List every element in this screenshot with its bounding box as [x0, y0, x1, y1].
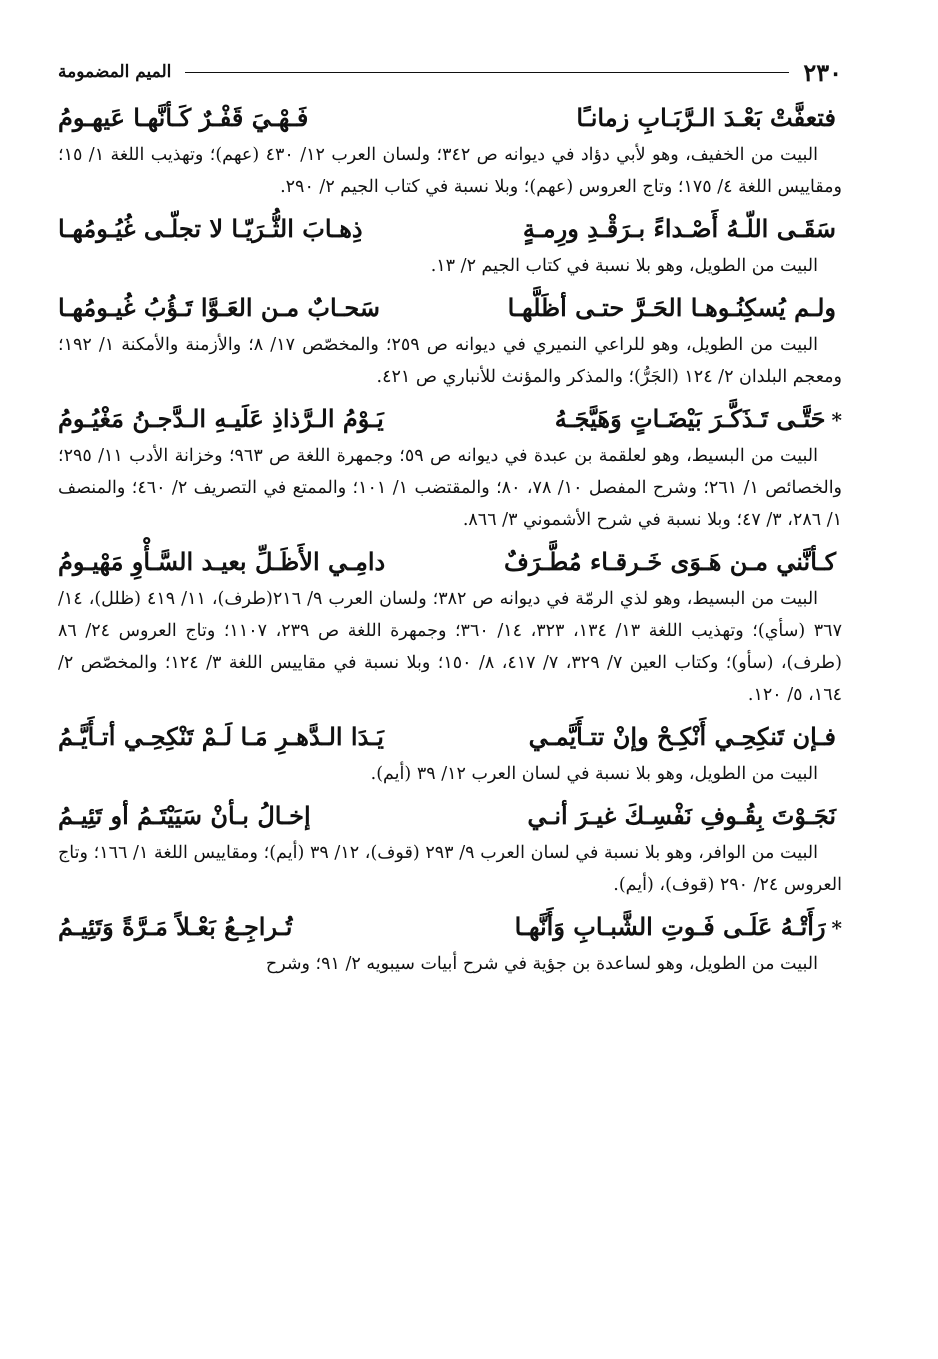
star-marker: *: [831, 916, 842, 940]
first-hemistich-text: ولـم يُسكِنُـوهـا الحَـرَّ حتـى أظَلَّهـا: [507, 293, 836, 322]
first-hemistich: [527, 796, 842, 837]
verse-entry: [58, 796, 842, 901]
verse-entry: [58, 288, 842, 393]
commentary: البيت من الطويل، وهو لساعدة بن جؤية في شرح أبيات سيبويه ٢/ ٩١؛ وشرح: [265, 954, 818, 974]
commentary: البيت من الطويل، وهو بلا نسبة في كتاب الجيم ٢/ ١٣.: [430, 256, 818, 276]
first-hemistich-text: فتعفَّتْ بَعْـدَ الـرَّبَـابِ زمانـًا: [576, 103, 836, 132]
running-title: الميم المضمومة: [58, 62, 172, 82]
second-hemistich: فَـهْـيَ قَفْـرٌ كَـأنَّهـا عَيهـومُ: [58, 103, 309, 132]
second-hemistich: تُـراجِـعُ بَعْـلاً مَـرَّةً وَتَئِيـمُ: [58, 912, 293, 941]
verse-line: [58, 542, 842, 583]
verse-entry: [58, 209, 842, 282]
commentary: البيت من الطويل، وهو للراعي النميري في ديوانه ص ٢٥٩؛ والمخصّص ١٧/ ٨؛ والأزمنة والأمكنة ١/ ١٩٢؛ ومعجم البلدان ٢/ ١٢٤ (الجَرُّ)؛ والمذكر والمؤنث للأنباري ص ٤٢١.: [58, 335, 842, 387]
verse-entry: [58, 399, 842, 536]
commentary: البيت من الوافر، وهو بلا نسبة في لسان العرب ٩/ ٢٩٣ (قوف)، ١٢/ ٣٩ (أيم)؛ ومقاييس اللغة ١/ ١٦٦؛ وتاج العروس ٢٤/ ٢٩٠ (قوف)، (أيم).: [58, 843, 842, 895]
first-hemistich: [508, 288, 842, 329]
verse-line: [58, 209, 842, 250]
verse-line: [58, 98, 842, 139]
verse-entry: [58, 98, 842, 203]
first-hemistich-text: كـأنَّني مـن هَـوَى خَـرقـاء مُطَّـرَفٌ: [503, 547, 836, 576]
verse-entry: [58, 717, 842, 790]
second-hemistich: يَـوْمُ الـرَّذاذِ عَلَيـهِ الـدَّجـنُ مَغْيُـومُ: [58, 404, 384, 433]
book-page: [58, 52, 842, 980]
verse-entry: [58, 542, 842, 711]
verse-line: [58, 907, 842, 948]
first-hemistich: [504, 542, 842, 583]
second-hemistich: دامِـي الأَظَـلِّ بعيـد السَّـأْوِ مَهْيـومُ: [58, 547, 386, 576]
verse-line: [58, 717, 842, 758]
commentary: البيت من البسيط، وهو لذي الرمّة في ديوانه ص ٣٨٢؛ ولسان العرب ٩/ ٢١٦(طرف)، ١١/ ٤١٩ (ظلل)، ١٤/ ٣٦٧ (سأي)؛ وتهذيب اللغة ١٣/ ١٣٤، ٣٢٣، ١٤/ ٣٦٠؛ وجمهرة اللغة ص ٢٣٩، ١١٠٧؛ وتاج العروس ٢٤/ ٨٦ (طرف)، (سأو)؛ وكتاب العين ٧/ ٣٢٩، ٧/ ٤١٧، ٨/ ١٥٠؛ وبلا نسبة في مقاييس اللغة ٣/ ١٢٤؛ والمخصّص ٢/ ١٦٤، ٥/ ١٢٠.: [58, 589, 842, 705]
commentary: البيت من الخفيف، وهو لأبي دؤاد في ديوانه ص ٣٤٢؛ ولسان العرب ١٢/ ٤٣٠ (عهم)؛ وتهذيب اللغة ١/ ١٥؛ ومقاييس اللغة ٤/ ١٧٥؛ وتاج العروس (عهم)؛ وبلا نسبة في كتاب الجيم ٢/ ٢٩٠.: [58, 145, 842, 197]
first-hemistich: [523, 209, 842, 250]
verse-line: [58, 399, 842, 440]
second-hemistich: يَـدَا الـدَّهـرِ مَـا لَـمْ تَنْكِحِـي أتـأَيَّـمُ: [58, 722, 384, 751]
verse-line: [58, 288, 842, 329]
first-hemistich: [576, 98, 842, 139]
first-hemistich-text: حَتَّـى تَـذَكَّـرَ بَيْضَـاتٍ وَهَيَّجَـهُ: [554, 404, 826, 433]
first-hemistich-text: فـإن تَنكِحِـي أَنْكِـحْ وإنْ تتـأَيَّمـي: [528, 722, 836, 751]
first-hemistich-text: رَأَتْـهُ عَلَـى فَـوتِ الشَّبـابِ وَأَنَّهـا: [514, 912, 826, 941]
commentary: البيت من البسيط، وهو لعلقمة بن عبدة في ديوانه ص ٥٩؛ وجمهرة اللغة ص ٩٦٣؛ وخزانة الأدب ١١/ ٢٩٥؛ والخصائص ١/ ٢٦١؛ وشرح المفصل ١٠/ ٧٨، ٨٠؛ والمقتضب ١/ ١٠١؛ والممتع في التصريف ٢/ ٤٦٠؛ والمنصف ١/ ٢٨٦، ٣/ ٤٧؛ وبلا نسبة في شرح الأشموني ٣/ ٨٦٦.: [58, 446, 843, 530]
star-marker: *: [831, 408, 842, 432]
second-hemistich: سَحـابٌ مـن العَـوَّا تَـؤُبُ غُيـومُهـا: [58, 293, 380, 322]
second-hemistich: إخـالُ بـأنْ سَيَيْتَـمُ أو تَئِيـمُ: [58, 801, 311, 830]
first-hemistich: [515, 907, 842, 948]
first-hemistich: [555, 399, 842, 440]
header-rule: [185, 72, 789, 73]
first-hemistich-text: سَقَـى اللّـهُ أَصْـداءً بـرَقْـدِ ورِمـةٍ: [522, 214, 836, 243]
page-header: [58, 52, 842, 92]
verse-line: [58, 796, 842, 837]
second-hemistich: ذِهـابَ الثُّـرَيّـا لا تجلّـى غُيُـومُهـا: [58, 214, 363, 243]
commentary: البيت من الطويل، وهو بلا نسبة في لسان العرب ١٢/ ٣٩ (أيم).: [370, 764, 818, 784]
page-number: ٢٣٠: [803, 57, 842, 87]
first-hemistich-text: نَجَـوْتَ بِقُـوفِ نَفْسِـكَ غيـرَ أنـي: [527, 801, 836, 830]
verse-entries: [58, 98, 842, 980]
verse-entry: [58, 907, 842, 980]
first-hemistich: [529, 717, 842, 758]
